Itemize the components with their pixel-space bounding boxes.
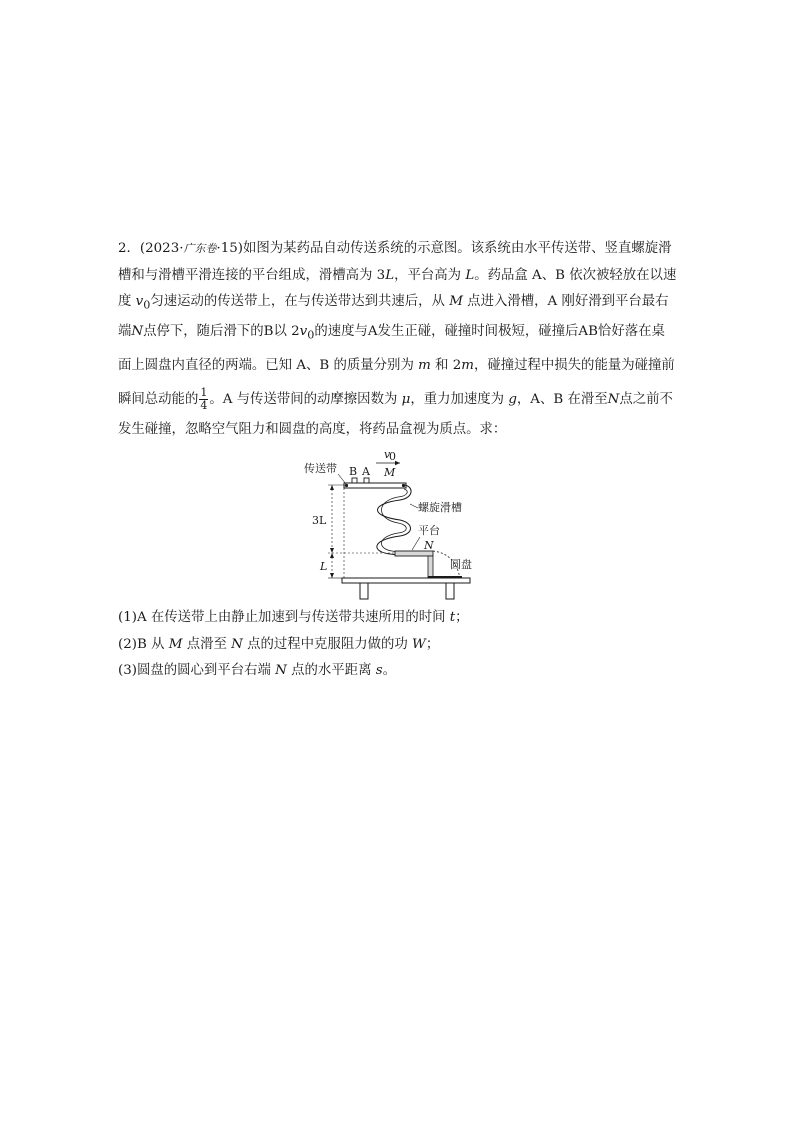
spiral-pointer xyxy=(410,504,418,508)
question-3 xyxy=(118,658,678,685)
text-segment: 点之前不发生碰撞，忽略空气阻力和圆盘的高度，将药品盒视为质点。求： xyxy=(118,392,673,438)
label-belt: 传送带 xyxy=(304,462,337,475)
var-t: t xyxy=(449,610,456,625)
problem-number: 2． xyxy=(118,241,140,256)
problem-statement xyxy=(118,236,678,444)
arrowhead-3l-bottom xyxy=(330,548,334,553)
spiral-chute-outer xyxy=(377,485,411,555)
text-segment: 点停下，随后滑下的B以 2 xyxy=(143,324,300,340)
arrowhead-l-bottom xyxy=(330,573,334,578)
text-segment: ，碰撞过程中损失的能量为碰撞前瞬间总动能的 xyxy=(118,358,675,408)
var-v: v xyxy=(135,294,144,309)
var-v: v xyxy=(299,324,308,340)
subscript: 0 xyxy=(307,328,315,342)
var-n-point: N xyxy=(275,663,287,678)
label-platform: 平台 xyxy=(418,524,440,537)
text-segment: 。 xyxy=(382,663,396,678)
questions xyxy=(118,605,678,685)
table-leg-left xyxy=(360,583,368,599)
label-a: A xyxy=(362,465,370,478)
text-segment: 和 2 xyxy=(430,358,462,374)
table-top xyxy=(342,578,470,583)
text-segment: (1)A 在传送带上由静止加速到与传送带共速所用的时间 xyxy=(118,610,450,625)
text-segment: ，A、B 在滑至 xyxy=(516,392,608,408)
arrowhead-l-top xyxy=(330,553,334,558)
text-segment: 匀速运动的传送带上，在与传送带达到共速后，从 xyxy=(150,294,450,309)
text-segment: 。药品盒 A、B 依次被轻放在以速度 xyxy=(118,267,677,309)
var-n-point: N xyxy=(231,636,243,652)
box-b xyxy=(352,478,357,483)
var-mass: m xyxy=(418,358,431,374)
text-segment: 如图为某药品自动传送系统的示意图。该系统由水平传送带、竖直螺旋滑槽和与滑槽平滑连接的平台组成，滑槽高为 3 xyxy=(118,241,672,283)
arrowhead-3l-top xyxy=(330,485,334,490)
text-segment: 。A 与传送带间的动摩擦因数为 xyxy=(209,392,402,408)
var-s: s xyxy=(375,663,383,678)
text-segment: 点进入滑槽，A 刚好滑到平台最右端 xyxy=(118,294,669,340)
text-segment: 点滑至 xyxy=(182,636,232,652)
var-l: L xyxy=(465,267,475,283)
text-segment: ，重力加速度为 xyxy=(410,392,509,408)
label-b: B xyxy=(349,465,358,478)
var-l: L xyxy=(385,267,395,283)
conveyor-system-diagram xyxy=(300,448,480,603)
problem-text xyxy=(118,236,678,444)
text-segment: ； xyxy=(455,610,469,625)
disk xyxy=(428,576,462,578)
var-m-point: M xyxy=(168,636,183,652)
label-n: N xyxy=(424,539,434,552)
var-n-point: N xyxy=(131,324,144,340)
conveyor-belt xyxy=(344,483,406,488)
label-spiral: 螺旋滑槽 xyxy=(418,501,462,514)
subscript: 0 xyxy=(143,298,151,312)
text-segment: (3)圆盘的圆心到平台右端 xyxy=(118,663,276,678)
text-segment: 点的过程中克服阻力做的功 xyxy=(242,636,413,652)
var-n-point: N xyxy=(607,392,620,408)
question-1 xyxy=(118,605,678,632)
label-l: L xyxy=(320,560,328,573)
var-m-point: M xyxy=(449,294,463,309)
var-w: W xyxy=(412,636,426,652)
fraction xyxy=(199,387,208,412)
question-2 xyxy=(118,632,678,659)
var-g: g xyxy=(508,392,517,408)
text-segment: ； xyxy=(425,636,440,652)
fraction-numerator: 1 xyxy=(200,386,208,400)
text-segment: 点的水平距离 xyxy=(286,663,376,678)
belt-roller-left xyxy=(345,484,348,487)
label-3l: 3L xyxy=(312,514,327,527)
label-m: M xyxy=(384,466,396,479)
fraction-denominator: 4 xyxy=(200,399,208,413)
label-disk: 圆盘 xyxy=(450,558,472,571)
platform-support xyxy=(428,556,433,578)
source-close: ·15) xyxy=(216,241,244,256)
text-segment: 的速度与A发生正碰，碰撞时间极短，碰撞后AB恰好落在桌面上圆盘内直径的两端。已知 A、B 的质量分别为 xyxy=(118,324,665,374)
source-open: (2023· xyxy=(139,241,184,256)
table-leg-right xyxy=(446,583,454,599)
text-segment: ，平台高为 xyxy=(394,267,466,283)
var-mu: μ xyxy=(401,392,411,408)
label-v0: v xyxy=(384,448,391,461)
label-v0-sub: 0 xyxy=(389,450,396,463)
box-a xyxy=(364,478,369,483)
source-name: 广东卷 xyxy=(183,242,217,255)
belt-pointer xyxy=(338,474,346,484)
var-mass: m xyxy=(461,358,474,374)
text-segment: (2)B 从 xyxy=(118,636,169,652)
platform-pointer xyxy=(412,537,420,550)
